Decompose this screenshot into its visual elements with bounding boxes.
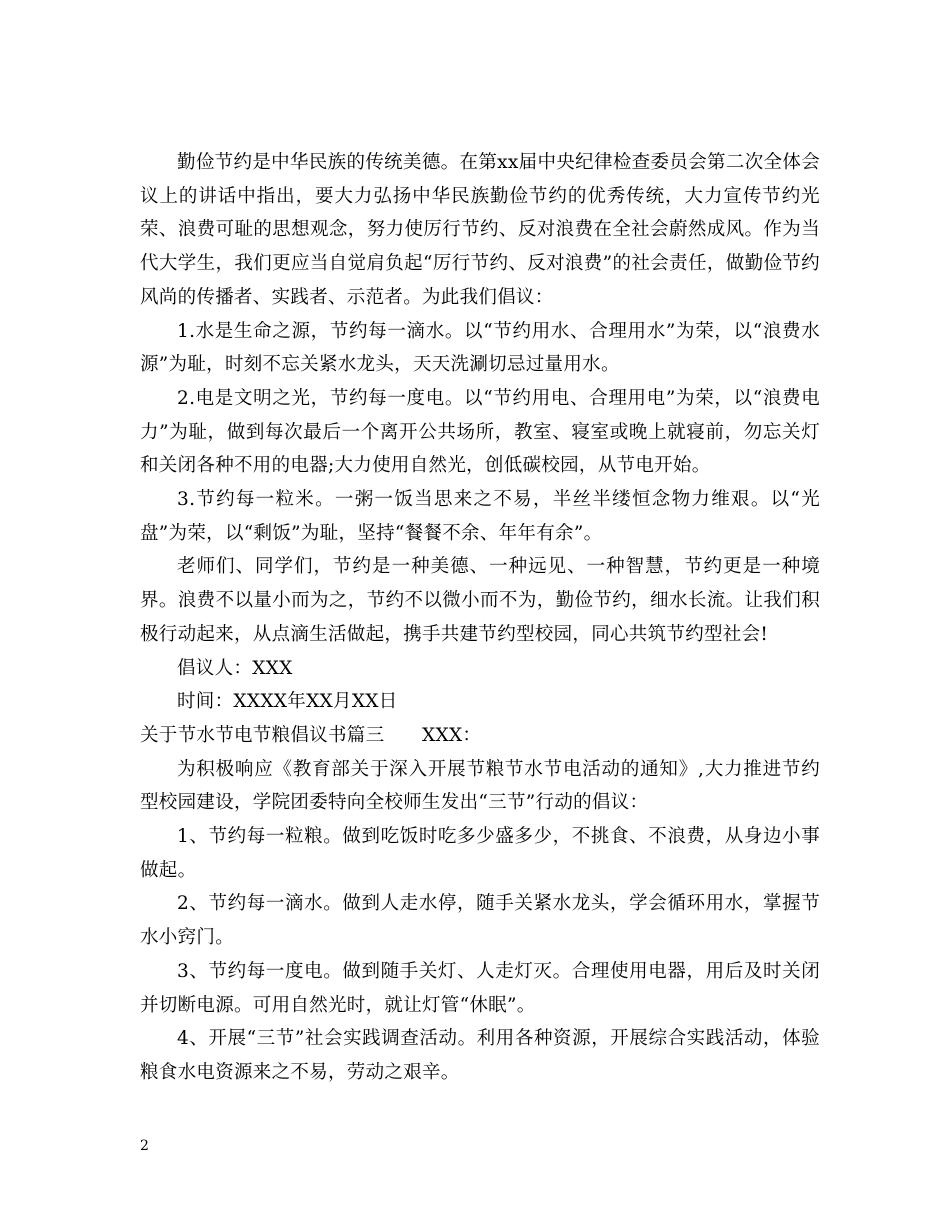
paragraph-item-practice: 4、开展“三节”社会实践调查活动。利用各种资源，开展综合实践活动，体验粮食水电资源来之不易，劳动之艰辛。 <box>140 1028 820 1083</box>
document-body <box>140 146 820 1090</box>
paragraph-item-electricity: 2.电是文明之光，节约每一度电。以“节约用电、合理用电”为荣，以“浪费电力”为耻，做到每次最后一个离开公共场所，教室、寝室或晚上就寝前，勿忘关灯和关闭各种不用的电器;大力使用自然光，创低碳校园，从节电开始。 <box>140 387 820 477</box>
paragraph-closing-appeal: 老师们、同学们，节约是一种美德、一种远见、一种智慧，节约更是一种境界。浪费不以量小而为之，节约不以微小而不为，勤俭节约，细水长流。让我们积极行动起来，从点滴生活做起，携手共建节约型校园，同心共筑节约型社会! <box>140 556 820 645</box>
page-number: 2 <box>140 1138 149 1154</box>
paragraph-item-save-water: 2、节约每一滴水。做到人走水停，随手关紧水龙头，学会循环用水，掌握节水小窍门。 <box>140 893 820 949</box>
paragraph-item-save-power: 3、节约每一度电。做到随手关灯、人走灯灭。合理使用电器，用后及时关闭并切断电源。可用自然光时，就让灯管“休眠”。 <box>140 960 820 1016</box>
paragraph-item-rice: 3.节约每一粒米。一粥一饭当思来之不易，半丝半缕恒念物力维艰。以“光盘”为荣，以“剩饭”为耻，坚持“餐餐不余、年年有余”。 <box>140 489 820 544</box>
paragraph-item-water: 1.水是生命之源，节约每一滴水。以“节约用水、合理用水”为荣，以“浪费水源”为耻，时刻不忘关紧水龙头，天天洗涮切忌过量用水。 <box>140 320 820 376</box>
paragraph-section-intro: 为积极响应《教育部关于深入开展节粮节水节电活动的通知》,大力推进节约型校园建设，学院团委特向全校师生发出“三节”行动的倡议： <box>140 758 820 814</box>
section-heading: 关于节水节电节粮倡议书篇三 XXX： <box>140 724 482 746</box>
paragraph-item-grain: 1、节约每一粒粮。做到吃饭时吃多少盛多少，不挑食、不浪费，从身边小事做起。 <box>140 826 820 881</box>
signature-line: 倡议人：XXX <box>177 657 293 679</box>
paragraph-intro: 勤俭节约是中华民族的传统美德。在第xx届中央纪律检查委员会第二次全体会议上的讲话中指出，要大力弘扬中华民族勤俭节约的优秀传统，大力宣传节约光荣、浪费可耻的思想观念，努力使厉行节约、反对浪费在全社会蔚然成风。作为当代大学生，我们更应当自觉肩负起“厉行节约、反对浪费”的社会责任，做勤俭节约风尚的传播者、实践者、示范者。为此我们倡议： <box>140 152 820 308</box>
date-line: 时间：XXXX年XX月XX日 <box>177 691 398 713</box>
